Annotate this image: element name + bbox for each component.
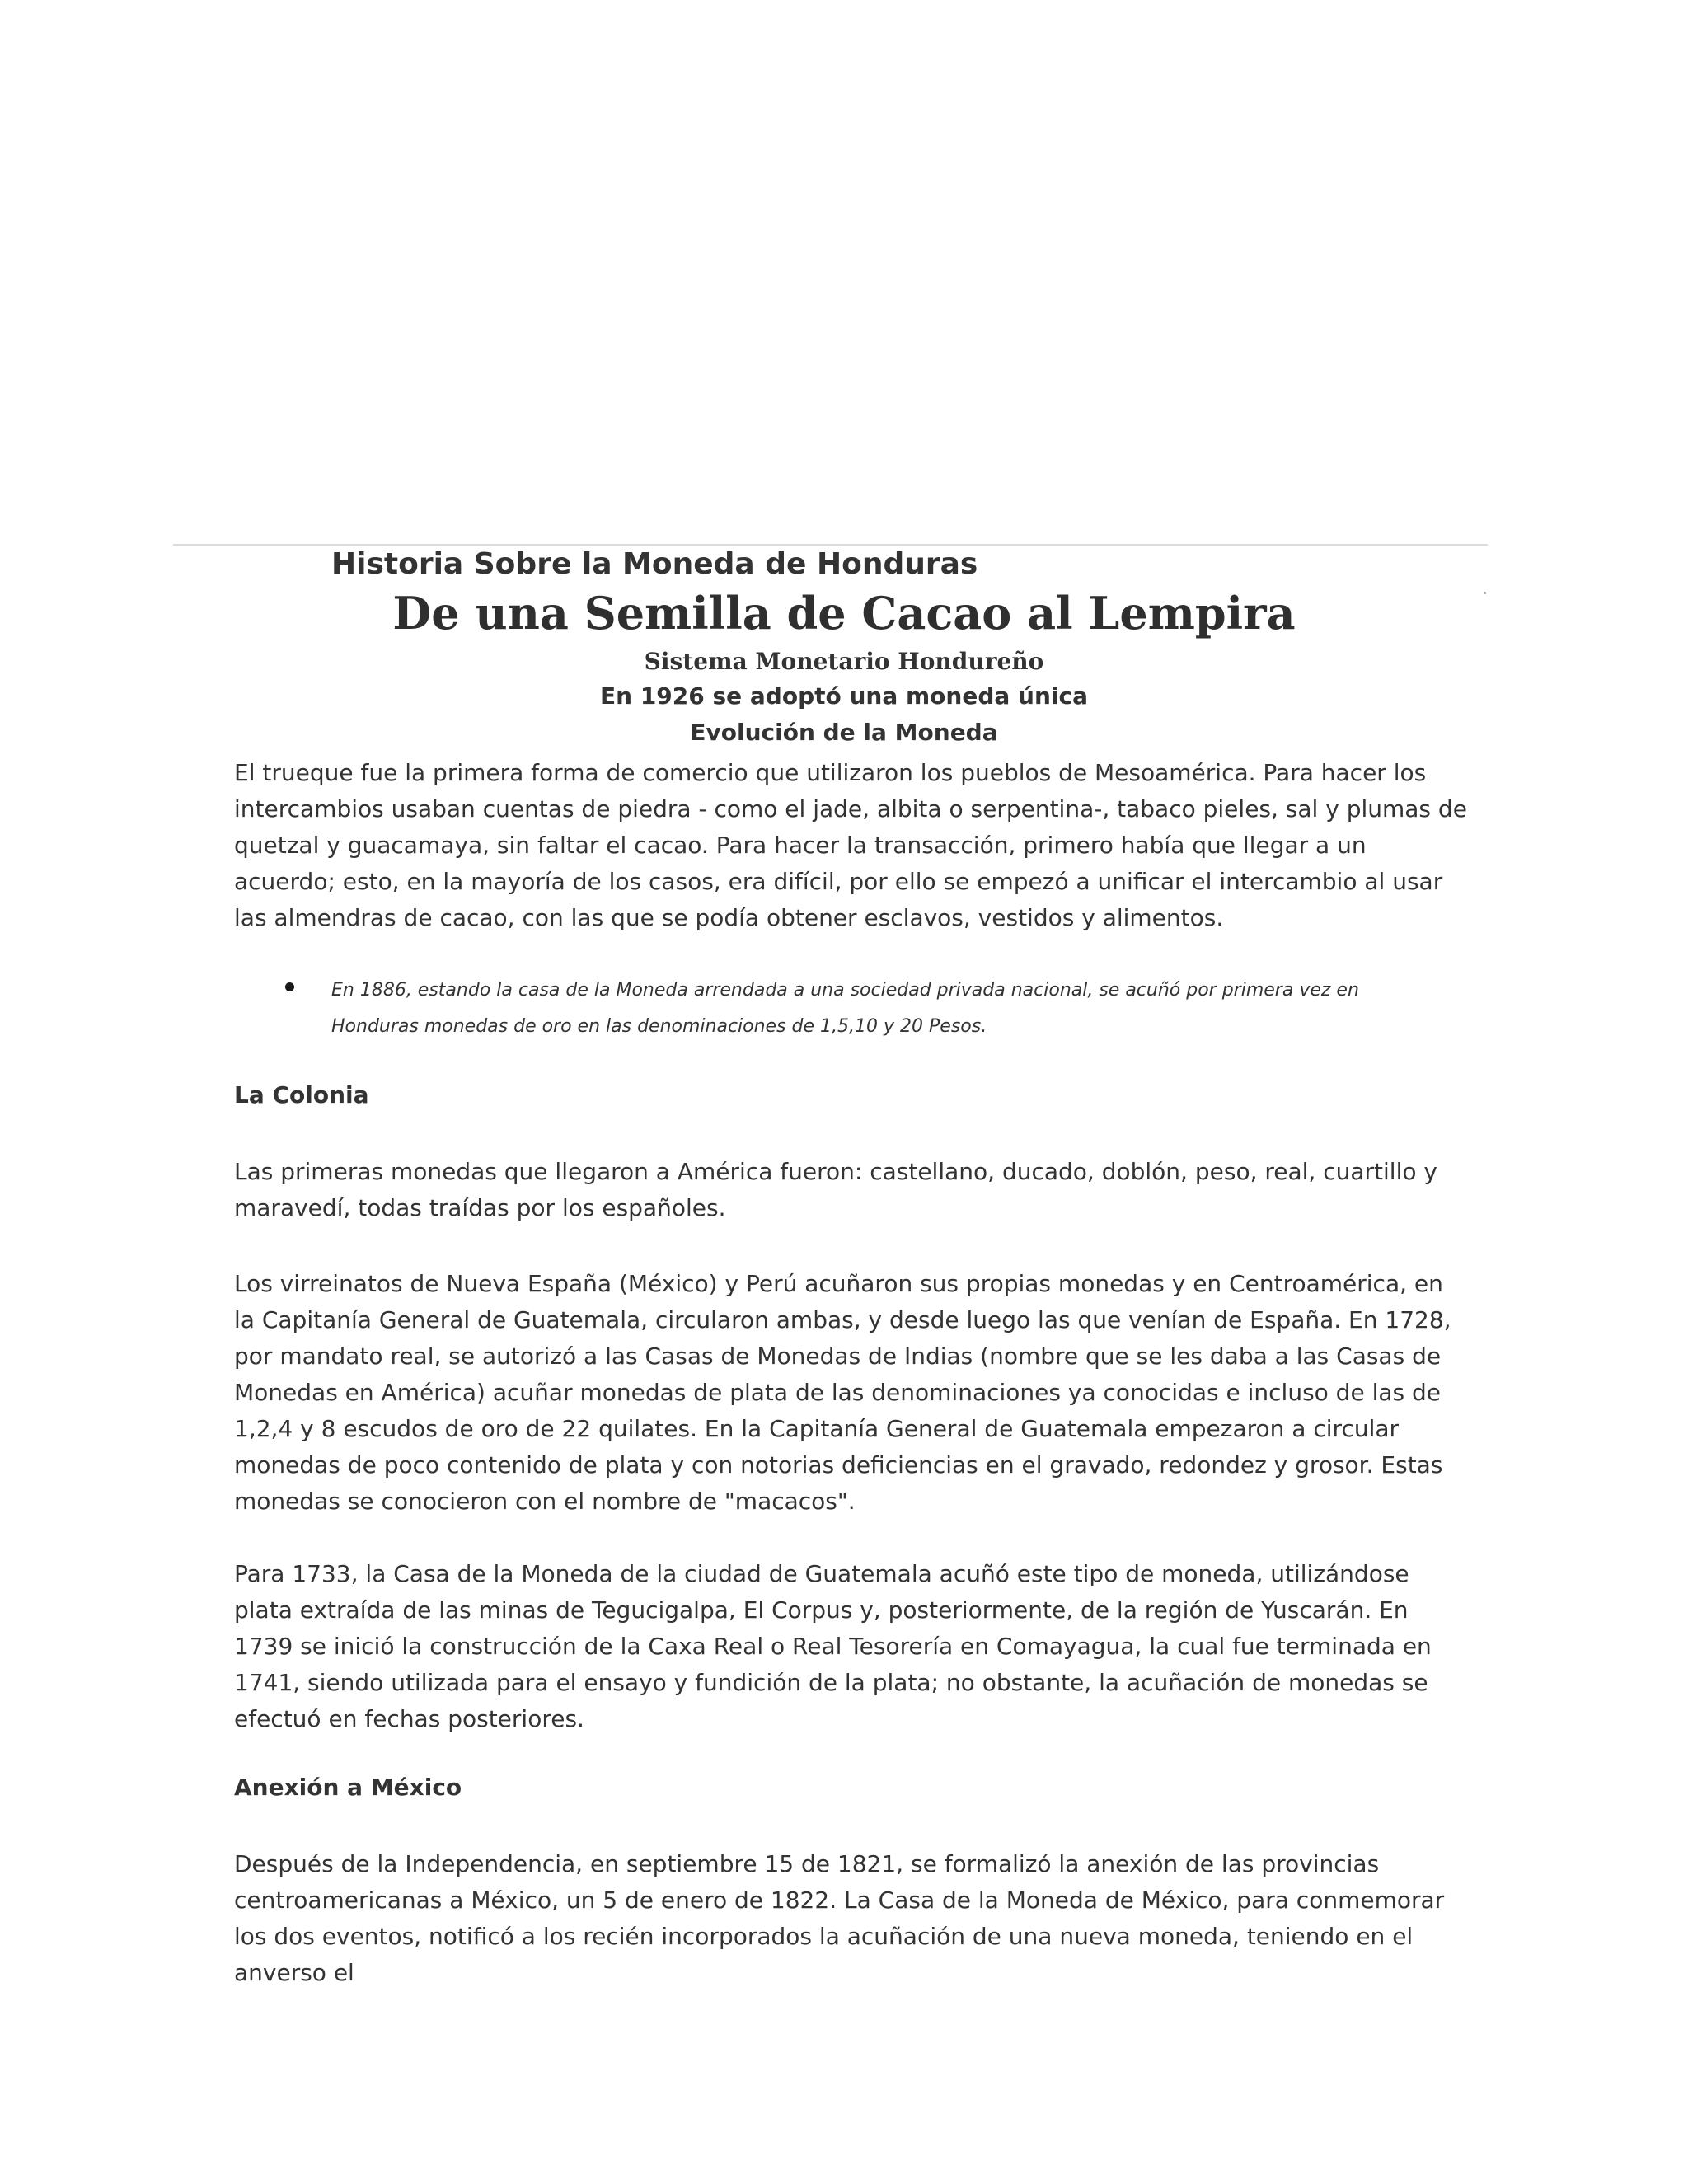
colonia-paragraph-3: Para 1733, la Casa de la Moneda de la ciudad de Guatemala acuñó este tipo de moneda, utilizándose plata extraída de las minas de Tegucigalpa, El Corpus y, posteriormente, de la región de Yuscarán. En 1739 se inició la construcción de la Caxa Real o Real Tesorería en Comayagua, la cual fue terminada en 1741, siendo utilizada para el ensayo y fundición de la plata; no obstante, la acuñación de monedas se efectuó en fechas posteriores. [234,1560,1432,1732]
bullet-dot-icon [285,982,294,991]
section-heading-colonia: La Colonia [234,1081,369,1108]
section-heading-anexion: Anexión a México [234,1774,462,1801]
page-subtitle: Sistema Monetario Hondureño [644,648,1044,675]
page-kicker: Historia Sobre la Moneda de Honduras [331,547,978,581]
horizontal-divider [173,544,1488,546]
intro-paragraph: El trueque fue la primera forma de comercio que utilizaron los pueblos de Mesoamérica. Para hacer los intercambios usaban cuentas de piedra - como el jade, albita o serpentina-, tabaco pieles, sal y plumas de quetzal y guacamaya, sin faltar el cacao. Para hacer la transacción, primero había que llegar a un acuerdo; esto, en la mayoría de los casos, era difícil, por ello se empezó a unificar el intercambio al usar las almendras de cacao, con las que se podía obtener esclavos, vestidos y alimentos. [234,759,1467,931]
subheading-evolution: Evolución de la Moneda [690,719,998,746]
page-title: De una Semilla de Cacao al Lempira [392,587,1296,640]
subheading-1926: En 1926 se adoptó una moneda única [600,682,1088,710]
anexion-paragraph-1: Después de la Independencia, en septiembre 15 de 1821, se formalizó la anexión de las provincias centroamericanas a México, un 5 de enero de 1822. La Casa de la Moneda de México, para conmemorar los dos eventos, notificó a los recién incorporados la acuñación de una nueva moneda, teniendo en el anverso el [234,1850,1445,1986]
colonia-paragraph-2: Los virreinatos de Nueva España (México) y Perú acuñaron sus propias monedas y en Centroamérica, en la Capitanía General de Guatemala, circularon ambas, y desde luego las que venían de España. En 1728, por mandato real, se autorizó a las Casas de Monedas de Indias (nombre que se les daba a las Casas de Monedas en América) acuñar monedas de plata de las denominaciones ya conocidas e incluso de las de 1,2,4 y 8 escudos de oro de 22 quilates. En la Capitanía General de Guatemala empezaron a circular monedas de poco contenido de plata y con notorias deficiencias en el gravado, redondez y grosor. Estas monedas se conocieron con el nombre de "macacos". [234,1270,1451,1515]
colonia-paragraph-1: Las primeras monedas que llegaron a América fueron: castellano, ducado, doblón, peso, real, cuartillo y maravedí, todas traídas por los españoles. [234,1158,1437,1221]
bullet-note: En 1886, estando la casa de la Moneda arrendada a una sociedad privada nacional, se acuñó por primera vez en Honduras monedas de oro en las denominaciones de 1,5,10 y 20 Pesos. [331,980,1359,1037]
